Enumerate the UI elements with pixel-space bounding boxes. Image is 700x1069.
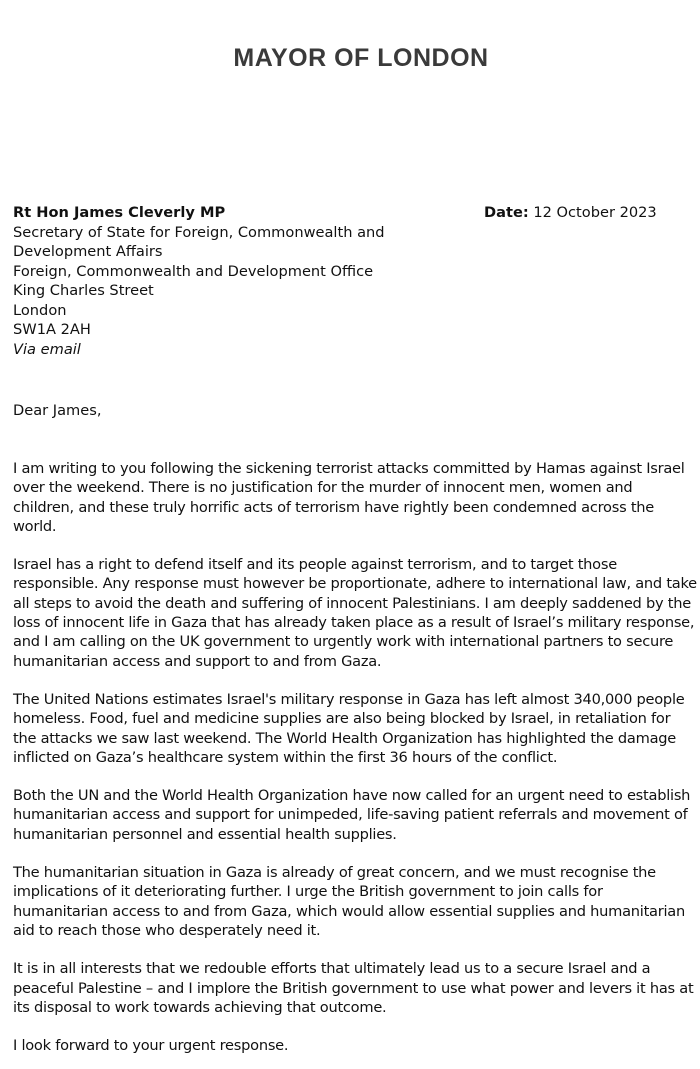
address-line: Foreign, Commonwealth and Development Office (13, 262, 374, 280)
body-paragraph: It is in all interests that we redouble efforts that ultimately lead us to a secure Israel and a peaceful Palestine – and I implore the British government to use what power and levers it has at its disposal to work towards achieving that outcome. (13, 960, 694, 1016)
letter-body (13, 459, 697, 1055)
address-line: Secretary of State for Foreign, Commonwealth and (13, 223, 385, 241)
body-paragraph: I am writing to you following the sickening terrorist attacks committed by Hamas against Israel over the weekend. There is no justification for the murder of innocent men, women and children, and these truly horrific acts of terrorism have rightly been condemned across the world. (13, 460, 685, 535)
salutation: Dear James, (13, 402, 102, 419)
date-value: 12 October 2023 (533, 204, 657, 221)
delivery-method: Via email (13, 340, 81, 358)
body-paragraph: The United Nations estimates Israel's military response in Gaza has left almost 340,000 people homeless. Food, fuel and medicine supplies are also being blocked by Israel, in retaliation for the attacks we saw last weekend. The World Health Organization has highlighted the damage inflicted on Gaza’s healthcare system within the first 36 hours of the conflict. (13, 690, 685, 766)
address-line: Development Affairs (13, 243, 163, 260)
recipient-name: Rt Hon James Cleverly MP (13, 204, 226, 221)
address-line: King Charles Street (13, 282, 154, 299)
closing-line: I look forward to your urgent response. (13, 1037, 289, 1055)
recipient-address (13, 203, 385, 359)
body-paragraph: The humanitarian situation in Gaza is already of great concern, and we must recognise the implications of it deteriorating further. I urge the British government to join calls for humanitarian access to and from Gaza, which would allow essential supplies and humanitarian aid to reach those who desperately need it. (13, 864, 685, 939)
body-paragraph: Both the UN and the World Health Organization have now called for an urgent need to establish humanitarian access and support for unimpeded, life-saving patient referrals and movement of humanitarian personnel and essential health supplies. (13, 787, 691, 843)
body-paragraph: Israel has a right to defend itself and its people against terrorism, and to target those responsible. Any response must however be proportionate, adhere to international law, and take all steps to avoid the death and suffering of innocent Palestinians. I am deeply saddened by the loss of innocent life in Gaza that has already taken place as a result of Israel’s military response, and I am calling on the UK government to urgently work with international partners to secure humanitarian access and support to and from Gaza. (13, 556, 697, 670)
date-label: Date: (484, 204, 529, 221)
address-line: London (13, 301, 67, 319)
letter-date (484, 203, 657, 223)
address-line: SW1A 2AH (13, 321, 91, 338)
letterhead-title: MAYOR OF LONDON (233, 44, 489, 72)
